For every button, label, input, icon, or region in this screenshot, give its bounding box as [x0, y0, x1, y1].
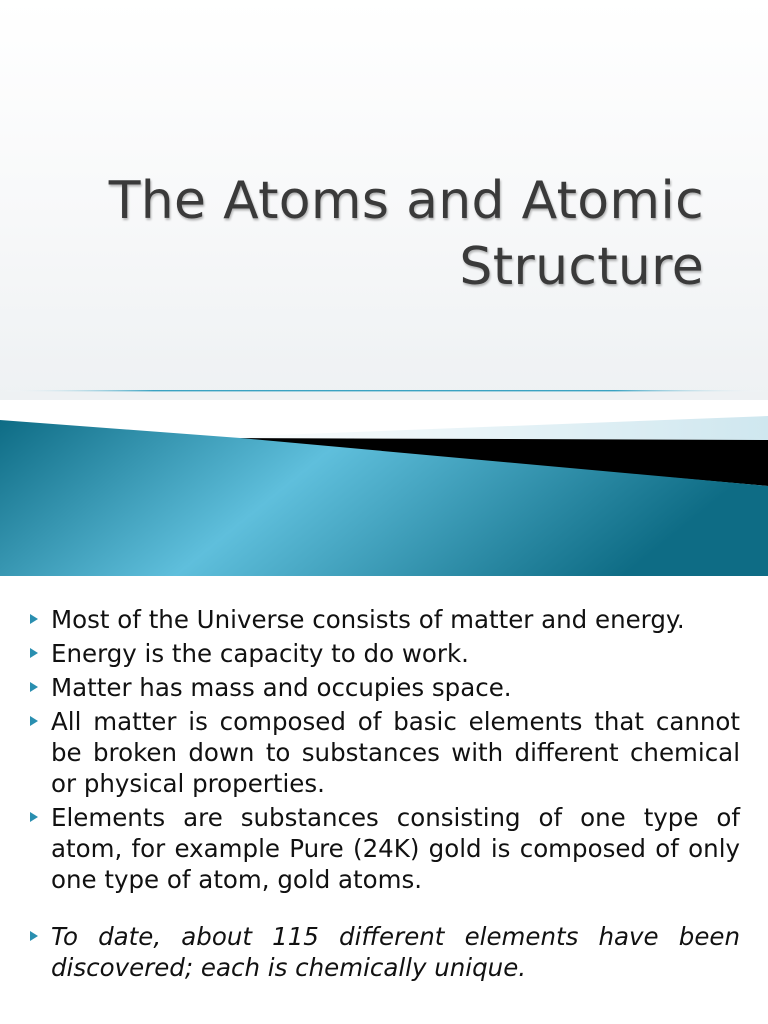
bullet-text: All matter is composed of basic elements that cannot be broken down to substances with different chemical or physical properties. [51, 707, 740, 798]
title-line-1: The Atoms and Atomic [108, 171, 704, 231]
triangle-right-icon [30, 812, 38, 822]
bullet-text: To date, about 115 different elements have been discovered; each is chemically unique. [51, 922, 740, 982]
bullet-list [28, 604, 740, 986]
title-line-2: Structure [459, 237, 704, 297]
decorative-banner [0, 380, 768, 580]
triangle-right-icon [30, 614, 38, 624]
bullet-item [28, 802, 740, 895]
slide-title [64, 168, 704, 300]
triangle-right-icon [30, 682, 38, 692]
bullet-item [28, 706, 740, 799]
triangle-right-icon [30, 648, 38, 658]
bullet-text: Energy is the capacity to do work. [51, 639, 469, 668]
bullet-text: Matter has mass and occupies space. [51, 673, 512, 702]
bullet-item [28, 921, 740, 983]
bullet-item [28, 638, 740, 669]
triangle-right-icon [30, 716, 38, 726]
banner-pale-wedge [200, 416, 768, 440]
triangle-right-icon [30, 931, 38, 941]
banner-thin-line [0, 390, 768, 391]
title-area [0, 0, 768, 400]
bullet-text: Elements are substances consisting of one type of atom, for example Pure (24K) gold is composed of only one type of atom, gold atoms. [51, 803, 740, 894]
bullet-content [0, 576, 768, 1024]
bullet-item [28, 604, 740, 635]
bullet-item [28, 672, 740, 703]
bullet-text: Most of the Universe consists of matter and energy. [51, 605, 685, 634]
